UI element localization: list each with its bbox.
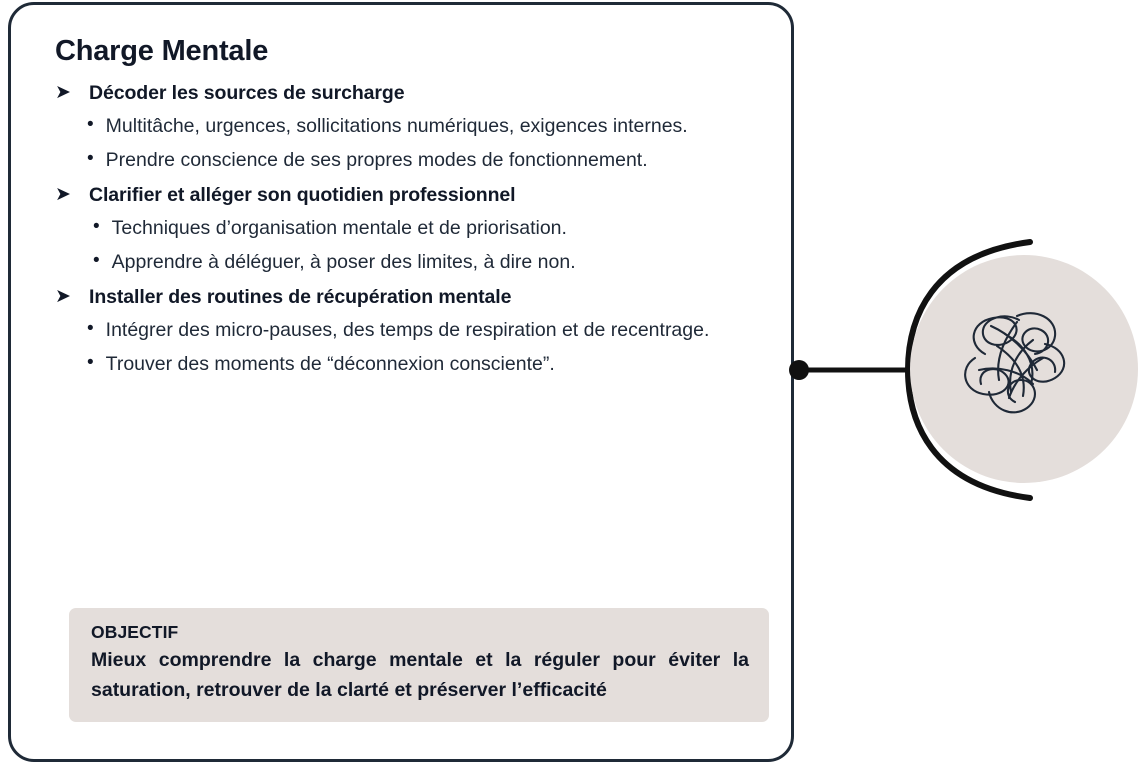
section-heading: Installer des routines de récupération mentale	[89, 286, 512, 309]
dot-bullet-icon: •	[87, 351, 94, 373]
list-item-label: Apprendre à déléguer, à poser des limites, à dire non.	[111, 250, 576, 273]
section-heading-row	[55, 82, 761, 105]
section-heading-row	[55, 286, 761, 309]
arrow-bullet-icon: ➤	[55, 82, 71, 103]
list-item	[93, 213, 761, 245]
section-heading-row	[55, 184, 761, 207]
charge-mentale-card	[8, 2, 794, 762]
list-item-label: Multitâche, urgences, sollicitations numériques, exigences internes.	[105, 115, 688, 137]
dot-bullet-icon: •	[87, 147, 94, 169]
list-item	[87, 349, 761, 381]
tangled-scribble-icon	[945, 300, 1095, 430]
list-item-label: Trouver des moments de “déconnexion consciente”.	[105, 352, 555, 375]
dot-bullet-icon: •	[87, 114, 94, 135]
list-item	[87, 315, 761, 347]
section-routines	[41, 286, 761, 380]
list-item-label: Techniques d’organisation mentale et de priorisation.	[111, 217, 567, 240]
dot-bullet-icon: •	[93, 216, 100, 238]
page-title: Charge Mentale	[55, 35, 269, 67]
objective-text: Mieux comprendre la charge mentale et la réguler pour éviter la saturation, retrouver de la clarté et préserver l’efficacité	[91, 649, 749, 702]
list-item-label: Prendre conscience de ses propres modes de fonctionnement.	[105, 148, 648, 171]
section-heading: Décoder les sources de surcharge	[89, 82, 405, 104]
arrow-bullet-icon: ➤	[55, 184, 71, 206]
section-heading: Clarifier et alléger son quotidien professionnel	[89, 184, 516, 207]
list-item	[87, 111, 761, 143]
list-item-label: Intégrer des micro-pauses, des temps de respiration et de recentrage.	[105, 319, 710, 342]
objective-box	[69, 608, 769, 722]
arrow-bullet-icon: ➤	[55, 286, 71, 308]
bullet-list	[41, 213, 761, 278]
dot-bullet-icon: •	[93, 249, 100, 271]
objective-label: OBJECTIF	[91, 622, 179, 642]
list-item	[93, 247, 761, 279]
section-decoder	[41, 82, 761, 176]
bullet-list	[41, 111, 761, 176]
dot-bullet-icon: •	[87, 318, 94, 340]
bullet-list	[41, 315, 761, 380]
section-clarifier	[41, 184, 761, 278]
list-item	[87, 145, 761, 177]
